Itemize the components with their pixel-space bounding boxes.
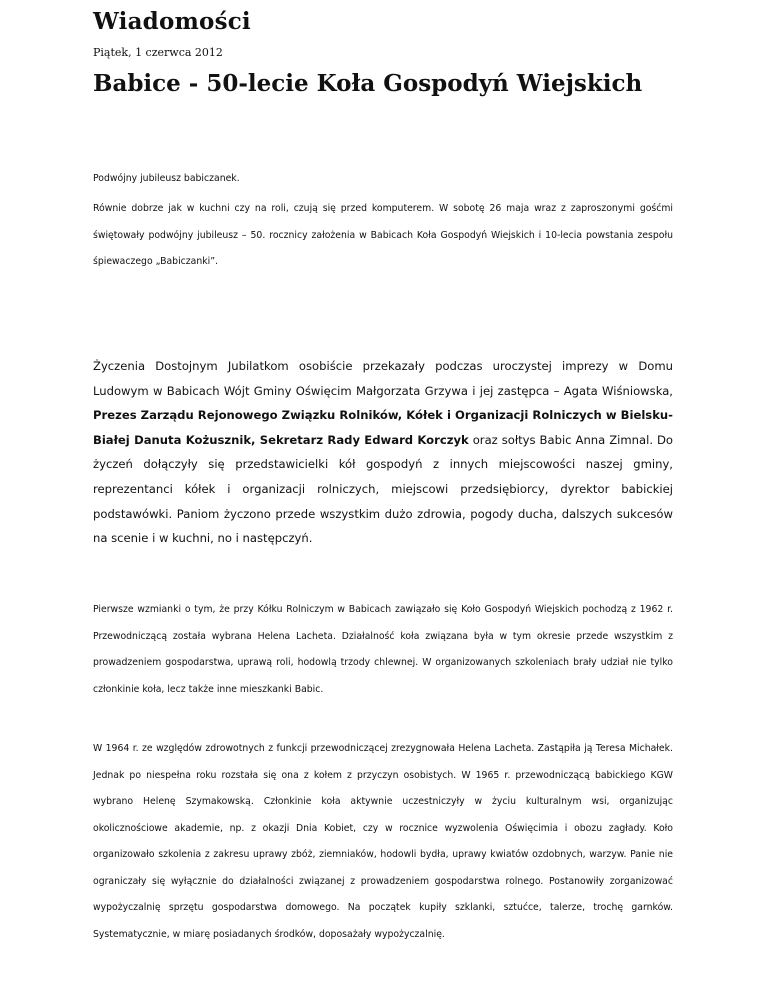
site-title[interactable]: Wiadomości [93, 8, 251, 35]
article-paragraph-1: Równie dobrze jak w kuchni czy na roli, czują się przed komputerem. W sobotę 26 maja wraz z zaproszonymi gośćmi świętowały podwójny jubileusz – 50. rocznicy założenia w Babicach Koła Gospodyń Wiejskich i 10-lecia powstania zespołu śpiewaczego „Babiczanki”. [93, 203, 673, 267]
paragraph-bold-text: Prezes Zarządu Rejonowego Związku Rolników, Kółek i Organizacji Rolniczych w Bielsku-Białej Danuta Kożusznik, Sekretarz Rady Edward Korczyk [93, 408, 673, 447]
intro-paragraph: Podwójny jubileusz babiczanek. [93, 173, 240, 184]
article-paragraph-4: W 1964 r. ze względów zdrowotnych z funkcji przewodniczącej zrezygnowała Helena Lacheta. Zastąpiła ją Teresa Michałek. Jednak po niespełna roku rozstała się ona z kołem z przyczyn osobistych. W 1965 r. przewodniczącą babickiego KGW wybrano Helenę Szymakowską. Członkinie koła aktywnie uczestniczyły w życiu kulturalnym wsi, organizując okolicznościowe akademie, np. z okazji Dnia Kobiet, czy w rocznice wyzwolenia Oświęcimia i obozu zagłady. Koło organizowało szkolenia z zakresu uprawy zbóż, ziemniaków, hodowli bydła, uprawy kwiatów ozdobnych, warzyw. Panie nie ograniczały się wyłącznie do działalności związanej z prowadzeniem gospodarstwa rolnego. Postanowiły zorganizować wypożyczalnię sprzętu gospodarstwa domowego. Na początek kupiły szklanki, sztućce, talerze, trochę garnków. Systematycznie, w miarę posiadanych środków, doposażały wypożyczalnię. [93, 743, 673, 940]
post-date: Piątek, 1 czerwca 2012 [93, 46, 223, 59]
article-paragraph-3: Pierwsze wzmianki o tym, że przy Kółku Rolniczym w Babicach zawiązało się Koło Gospodyń Wiejskich pochodzą z 1962 r. Przewodniczącą została wybrana Helena Lacheta. Działalność koła związana była w tym okresie przede wszystkim z prowadzeniem gospodarstwa, uprawą roli, hodowlą trzody chlewnej. W organizowanych szkoleniach brały udział nie tylko członkinie koła, lecz także inne mieszkanki Babic. [93, 604, 673, 695]
paragraph-text: Życzenia Dostojnym Jubilatkom osobiście przekazały podczas uroczystej imprezy w Domu Ludowym w Babicach Wójt Gminy Oświęcim Małgorzata Grzywa i jej zastępca – Agata Wiśniowska, [93, 359, 673, 398]
paragraph-text: oraz sołtys Babic Anna Zimnal. Do życzeń dołączyły się przedstawicielki kół gospodyń z innych miejscowości naszej gminy, reprezentanci kółek i organizacji rolniczych, miejscowi przedsiębiorcy, dyrektor babickiej podstawówki. Paniom życzono przede wszystkim dużo zdrowia, pogody ducha, dalszych sukcesów na scenie i w kuchni, no i następczyń. [93, 432, 673, 546]
article-paragraph-2 [93, 354, 673, 551]
post-title: Babice - 50-lecie Koła Gospodyń Wiejskich [93, 70, 643, 97]
